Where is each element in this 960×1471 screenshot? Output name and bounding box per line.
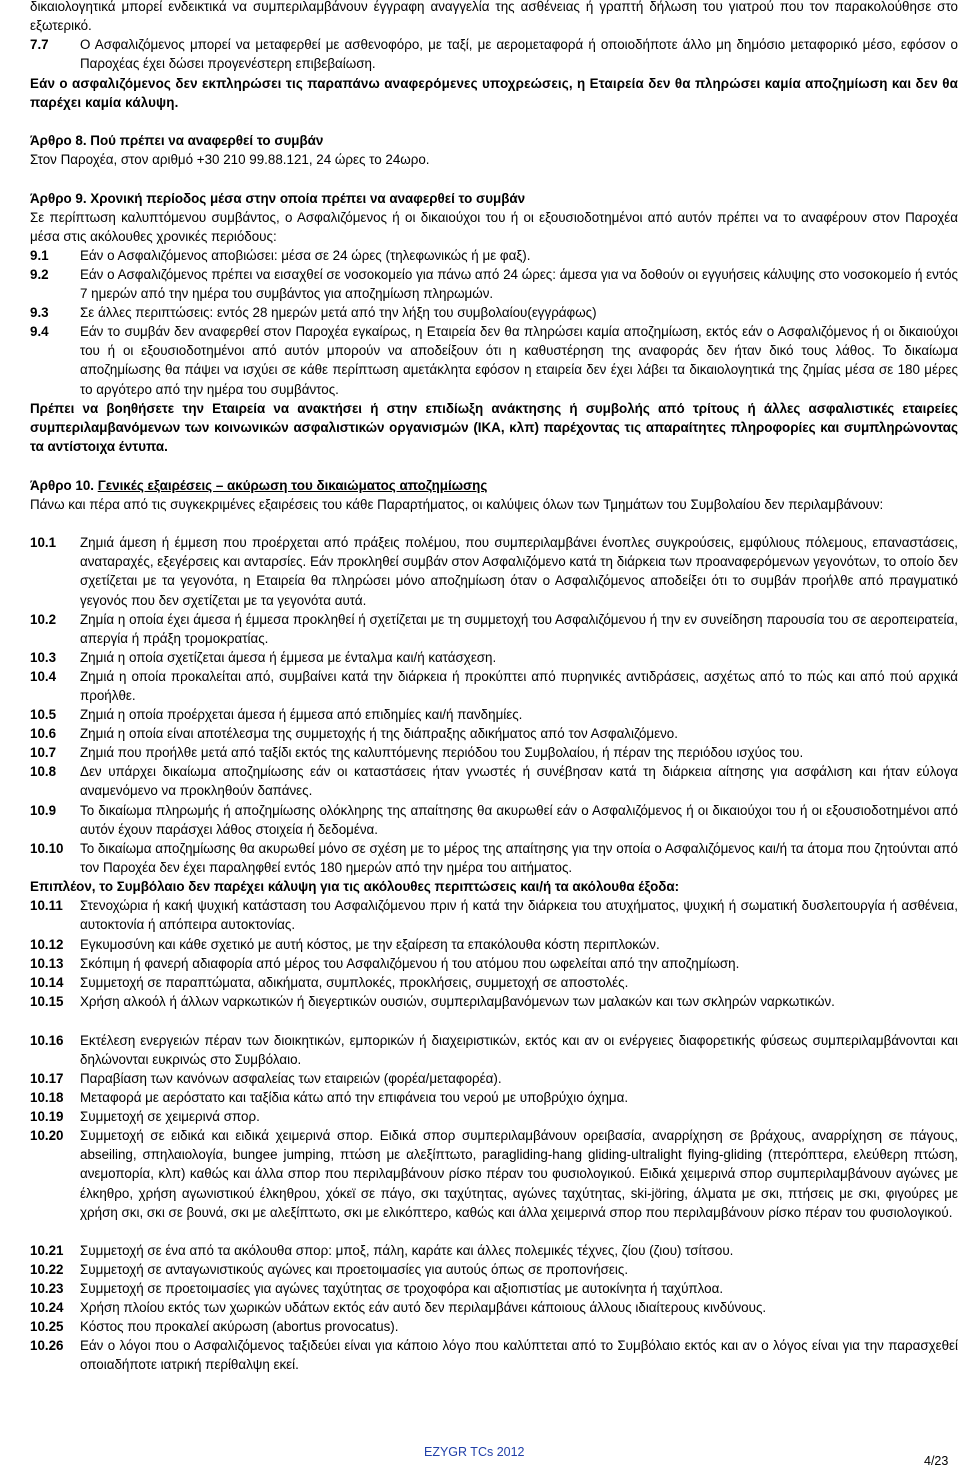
clause-number: 10.20 [30, 1128, 64, 1143]
article-8-heading [30, 131, 958, 150]
clause-text: Συμμετοχή σε παραπτώματα, αδικήματα, συμπλοκές, προκλήσεις, συμμετοχή σε αποστολές. [80, 975, 629, 990]
clause-text: Ζημία η οποία έχει άμεσα ή έμμεσα προκληθεί ή σχετίζεται με τη συμμετοχή του Ασφαλιζόμενου ή την εν συνείδηση παρουσία του σε αεροπειρατεία, απεργία ή πράξη τρομοκρατίας. [80, 612, 958, 647]
clause-text: Το δικαίωμα αποζημίωσης θα ακυρωθεί μόνο σε σχέση με το μέρος της απαίτησης για την οποία ο Ασφαλιζόμενος και/ή τα άτομα που ζητούνται από τον Παροχέα δεν έχει παραληφθεί εντός 180 ημερών από την ημέρα του αιτήματος. [80, 841, 958, 876]
clause-text: Συμμετοχή σε ανταγωνιστικούς αγώνες και προετοιμασίες για αυτούς όπως σε προπονήσεις. [80, 1262, 629, 1277]
clause-number: 7.7 [30, 37, 49, 52]
article-9-intro: Σε περίπτωση καλυπτόμενου συμβάντος, ο Ασφαλιζόμενος ή οι δικαιούχοι του ή οι εξουσιοδοτημένοι από αυτόν πρέπει να το αναφέρουν στον Παροχέα μέσα στις ακόλουθες χρονικές περιόδους: [30, 210, 958, 245]
clause-text: Ζημιά η οποία σχετίζεται άμεσα ή έμμεσα με ένταλμα και/ή κατάσχεση. [80, 650, 497, 665]
clause-number: 10.2 [30, 612, 57, 627]
clause-text: Ζημιά η οποία είναι αποτέλεσμα της συμμετοχής ή της διάπραξης αδικήματος από τον Ασφαλιζόμενο. [80, 726, 678, 741]
article-10-intro: Πάνω και πέρα από τις συγκεκριμένες εξαιρέσεις του κάθε Παραρτήματος, οι καλύψεις όλων των Τμημάτων του Συμβολαίου δεν περιλαμβάνουν: [30, 497, 884, 512]
clause-number: 9.3 [30, 305, 49, 320]
footer-document-id: EZYGR TCs 2012 [424, 1445, 525, 1459]
clause-number: 10.23 [30, 1281, 64, 1296]
article-10-heading [30, 476, 958, 495]
clause-number: 10.8 [30, 764, 57, 779]
article-label: Άρθρο 9. [30, 191, 87, 206]
clause-text: Χρήση πλοίου εκτός των χωρικών υδάτων εκτός εάν αυτό δεν περιλαμβάνει κάποιους άλλους ιδιαίτερους κινδύνους. [80, 1300, 767, 1315]
article-label: Άρθρο 10. [30, 478, 94, 493]
clause-text: Ζημιά η οποία προκαλείται από, συμβαίνει κατά την διάρκεια ή προκύπτει από πυρηνικές αντιδράσεις, ασχέτως από το πώς και από πού αρχικά προήλθε. [80, 669, 958, 704]
clause-text: Ζημιά άμεση ή έμμεση που προέρχεται από πράξεις πολέμου, που συμπεριλαμβάνει ένοπλες συγκρούσεις, εμφύλιους πόλεμους, επαναστάσεις, αναταραχές, εξεγέρσεις και ανταρσίες. Εάν προκληθεί συμβάν στον Ασφαλιζόμενο κατά τη διάρκεια των προαναφερόμενων γεγονότων, το οποίο δεν σχετίζεται με τα γεγονότα, η Εταιρεία θα πληρώσει μόνο αποζημίωση όταν ο Ασφαλιζόμενος αποδείξει ότι το συμβάν προήλθε από πραγματικό γεγονός που δεν σχετίζεται με τα γεγονότα αυτά. [80, 535, 958, 608]
article-title: Γενικές εξαιρέσεις – ακύρωση του δικαιώματος αποζημίωσης [97, 478, 488, 493]
clause-number: 10.6 [30, 726, 57, 741]
clause-number: 9.4 [30, 324, 49, 339]
clause-text: Εάν ο λόγοι που ο Ασφαλιζόμενος ταξιδεύει είναι για κάποιο λόγο που καλύπτεται από το Συμβόλαιο εκτός και αν ο λόγος είναι για την παρασχεθεί οποιαδήποτε ιατρική περίθαλψη εκεί. [80, 1338, 958, 1373]
article-title: Πού πρέπει να αναφερθεί το συμβάν [90, 133, 324, 148]
clause-number: 10.15 [30, 994, 64, 1009]
article-label: Άρθρο 8. [30, 133, 87, 148]
clause-text: Εάν το συμβάν δεν αναφερθεί στον Παροχέα εγκαίρως, η Εταιρεία δεν θα πληρώσει καμία αποζημίωση, εκτός εάν ο Ασφαλιζόμενος ή οι δικαιούχοι του ή οι εξουσιοδοτημένοι από αυτόν μπορούν να αποδείξουν ότι η καθυστέρηση της αναφοράς δεν ήταν δικό τους λάθος. Το δικαίωμα αποζημίωσης θα πάψει να ισχύει σε κάθε περίπτωση αμετάκλητα εφόσον η εταιρεία δεν έχει λάβει τα δικαιολογητικά της ζημίας μέσα σε 180 μέρες το αργότερο από την ημέρα του συμβάντος. [80, 324, 958, 397]
page-number: 4/23 [924, 1454, 949, 1468]
clause-text: Στενοχώρια ή κακή ψυχική κατάσταση του Ασφαλιζόμενου πριν ή κατά την διάρκεια του ατυχήματος, ψυχική ή σωματική δυσλειτουργία ή ασθένεια, αυτοκτονία ή απόπειρα αυτοκτονίας. [80, 898, 958, 933]
intro-continuation: δικαιολογητικά μπορεί ενδεικτικά να συμπεριλαμβάνουν έγγραφη αναγγελία της ασθένειας ή γραπτή δήλωση του γιατρού που τον παρακολούθησε στο εξωτερικό. [30, 0, 958, 34]
clause-text: Ζημιά που προήλθε μετά από ταξίδι εκτός της καλυπτόμενης περιόδου του Συμβολαίου, ή πέραν της περιόδου ισχύος του. [80, 745, 804, 760]
clause-number: 10.9 [30, 803, 57, 818]
article-8-text: Στον Παροχέα, στον αριθμό +30 210 99.88.121, 24 ώρες το 24ωρο. [30, 152, 430, 167]
clause-number: 9.2 [30, 267, 49, 282]
clause-number: 10.16 [30, 1033, 64, 1048]
clause-number: 10.18 [30, 1090, 64, 1105]
clause-text: Σε άλλες περιπτώσεις: εντός 28 ημερών μετά από την λήξη του συμβολαίου(εγγράφως) [80, 305, 597, 320]
clause-text: Παραβίαση των κανόνων ασφαλείας των εταιρειών (φορέα/μεταφορέα). [80, 1071, 502, 1086]
obligations-warning: Εάν ο ασφαλιζόμενος δεν εκπληρώσει τις παραπάνω αναφερόμενες υποχρεώσεις, η Εταιρεία δεν θα πληρώσει καμία αποζημίωση και δεν θα παρέχει καμία κάλυψη. [30, 76, 958, 111]
clause-number: 10.10 [30, 841, 64, 856]
assistance-notice: Πρέπει να βοηθήσετε την Εταιρεία να ανακτήσει ή στην επιδίωξη ανάκτησης ή συμβολής από τρίτους ή άλλες ασφαλιστικές εταιρείες συμπεριλαμβανόμενων των κοινωνικών ασφαλιστικών οργανισμών (ΙΚΑ, κλπ) παρέχοντας τις απαραίτητες πληροφορίες και συμπληρώνοντας τα αντίστοιχα έντυπα. [30, 401, 958, 455]
clause-number: 10.24 [30, 1300, 64, 1315]
clause-number: 9.1 [30, 248, 49, 263]
clause-number: 10.21 [30, 1243, 64, 1258]
clause-text: Συμμετοχή σε ειδικά και ειδικά χειμερινά σπορ. Ειδικά σπορ συμπεριλαμβάνουν ορειβασία, αναρρίχηση σε βράχους, αναρρίχηση σε πάγους, abseiling, σπηλαιολογία, bungee jumping, πτώση με αλεξίπτωτο, paragliding-hang gliding-ultralight flying-gliding (πτερόπτερα, ελεύθερη πτώση, ανεμοπορία, κλπ) καθώς και άλλα σπορ που περιλαμβάνουν ρίσκο πέραν του φυσιολογικού. Ειδικά χειμερινά σπορ συμπεριλαμβάνουν αγώνες με έλκηθρο, χρήση αγωνιστικού έλκηθρου, χόκεϊ σε πάγο, σκι ταχύτητας, αγώνες ταχύτητας, ski-jöring, άλματα με σκι, πτήσεις με σκι, φιγούρες με χρήση σκι, σκι σε βουνά, σκι με αλεξίπτωτο, σκι με ελικόπτερο, καθώς και άλλα χειμερινά σπορ που περιλαμβάνουν ρίσκο πέραν του φυσιολογικού. [80, 1128, 958, 1220]
clause-number: 10.11 [30, 898, 63, 913]
clause-number: 10.22 [30, 1262, 64, 1277]
clause-number: 10.7 [30, 745, 57, 760]
article-9-heading [30, 189, 958, 208]
clause-number: 10.12 [30, 937, 64, 952]
clause-number: 10.4 [30, 669, 57, 684]
clause-text: Εάν ο Ασφαλιζόμενος αποβιώσει: μέσα σε 24 ώρες (τηλεφωνικώς ή με φαξ). [80, 248, 531, 263]
clause-text: Μεταφορά με αερόστατο και ταξίδια κάτω από την επιφάνεια του νερού με υποβρύχιο όχημα. [80, 1090, 629, 1105]
clause-number: 10.14 [30, 975, 64, 990]
clause-text: Συμμετοχή σε ένα από τα ακόλουθα σπορ: μποξ, πάλη, καράτε και άλλες πολεμικές τέχνες, ζίου (ζιου) τσίτσου. [80, 1243, 734, 1258]
clause-number: 10.17 [30, 1071, 64, 1086]
clause-text: Δεν υπάρχει δικαίωμα αποζημίωσης εάν οι καταστάσεις ήταν γνωστές ή συνέβησαν κατά τη διάρκεια αίτησης για ασφάλιση και ήταν εύλογα αναμενόμενο να προκληθούν δαπάνες. [80, 764, 958, 799]
clause-text: Συμμετοχή σε προετοιμασίες για αγώνες ταχύτητας σε τροχοφόρα και αξιοπιστίας με αυτοκίνητα ή ταχύπλοα. [80, 1281, 724, 1296]
clause-number: 10.3 [30, 650, 57, 665]
additional-exclusions-heading: Επιπλέον, το Συμβόλαιο δεν παρέχει κάλυψη για τις ακόλουθες περιπτώσεις και/ή τα ακόλουθα έξοδα: [30, 879, 680, 894]
clause-number: 10.25 [30, 1319, 64, 1334]
clause-text: Εάν ο Ασφαλιζόμενος πρέπει να εισαχθεί σε νοσοκομείο για πάνω από 24 ώρες: άμεσα για να δοθούν οι εγγυήσεις κάλυψης στο νοσοκομείο ή εντός 7 ημερών από την ημέρα του συμβάντος για αποζημίωση πληρωμών. [80, 267, 958, 302]
clause-number: 10.1 [30, 535, 57, 550]
clause-text: Σκόπιμη ή φανερή αδιαφορία από μέρος του Ασφαλιζόμενου ή του ατόμου που ωφελείται από την αποζημίωση. [80, 956, 740, 971]
clause-number: 10.5 [30, 707, 57, 722]
clause-text: Κόστος που προκαλεί ακύρωση (abortus provocatus). [80, 1319, 399, 1334]
clause-text: Το δικαίωμα πληρωμής ή αποζημίωσης ολόκληρης της απαίτησης θα ακυρωθεί εάν ο Ασφαλιζόμενος ή οι δικαιούχοι του ή οι εξουσιοδοτημένοι από αυτόν έχουν παράσχει λάθος στοιχεία ή δεδομένα. [80, 803, 958, 838]
clause-number: 10.19 [30, 1109, 64, 1124]
clause-text: Εκτέλεση ενεργειών πέραν των διοικητικών, εμπορικών ή διαχειριστικών, εκτός και αν οι ενέργειες διαφορετικής φύσεως συμπεριλαμβάνονται και δηλώνονται ευκρινώς στο Συμβόλαιο. [80, 1033, 958, 1068]
clause-text: Ο Ασφαλιζόμενος μπορεί να μεταφερθεί με ασθενοφόρο, με ταξί, με αεροµεταφορά ή οποιοδήποτε άλλο μη δημόσιο μεταφορικό μέσο, εφόσον ο Παροχέας έχει δώσει προγενέστερη επιβεβαίωση. [80, 37, 958, 72]
clause-text: Ζημιά η οποία προέρχεται άμεσα ή έμμεσα από επιδημίες και/ή πανδημίες. [80, 707, 523, 722]
article-title: Χρονική περίοδος μέσα στην οποία πρέπει να αναφερθεί το συμβάν [90, 191, 526, 206]
clause-text: Χρήση αλκοόλ ή άλλων ναρκωτικών ή διεγερτικών ουσιών, συμπεριλαμβανόμενων των μαλακών και των σκληρών ναρκωτικών. [80, 994, 835, 1009]
clause-number: 10.26 [30, 1338, 64, 1353]
clause-number: 10.13 [30, 956, 64, 971]
clause-text: Εγκυμοσύνη και κάθε σχετικό με αυτή κόστος, με την εξαίρεση τα επακόλουθα κόστη περιπλοκών. [80, 937, 660, 952]
clause-text: Συμμετοχή σε χειμερινά σπορ. [80, 1109, 260, 1124]
